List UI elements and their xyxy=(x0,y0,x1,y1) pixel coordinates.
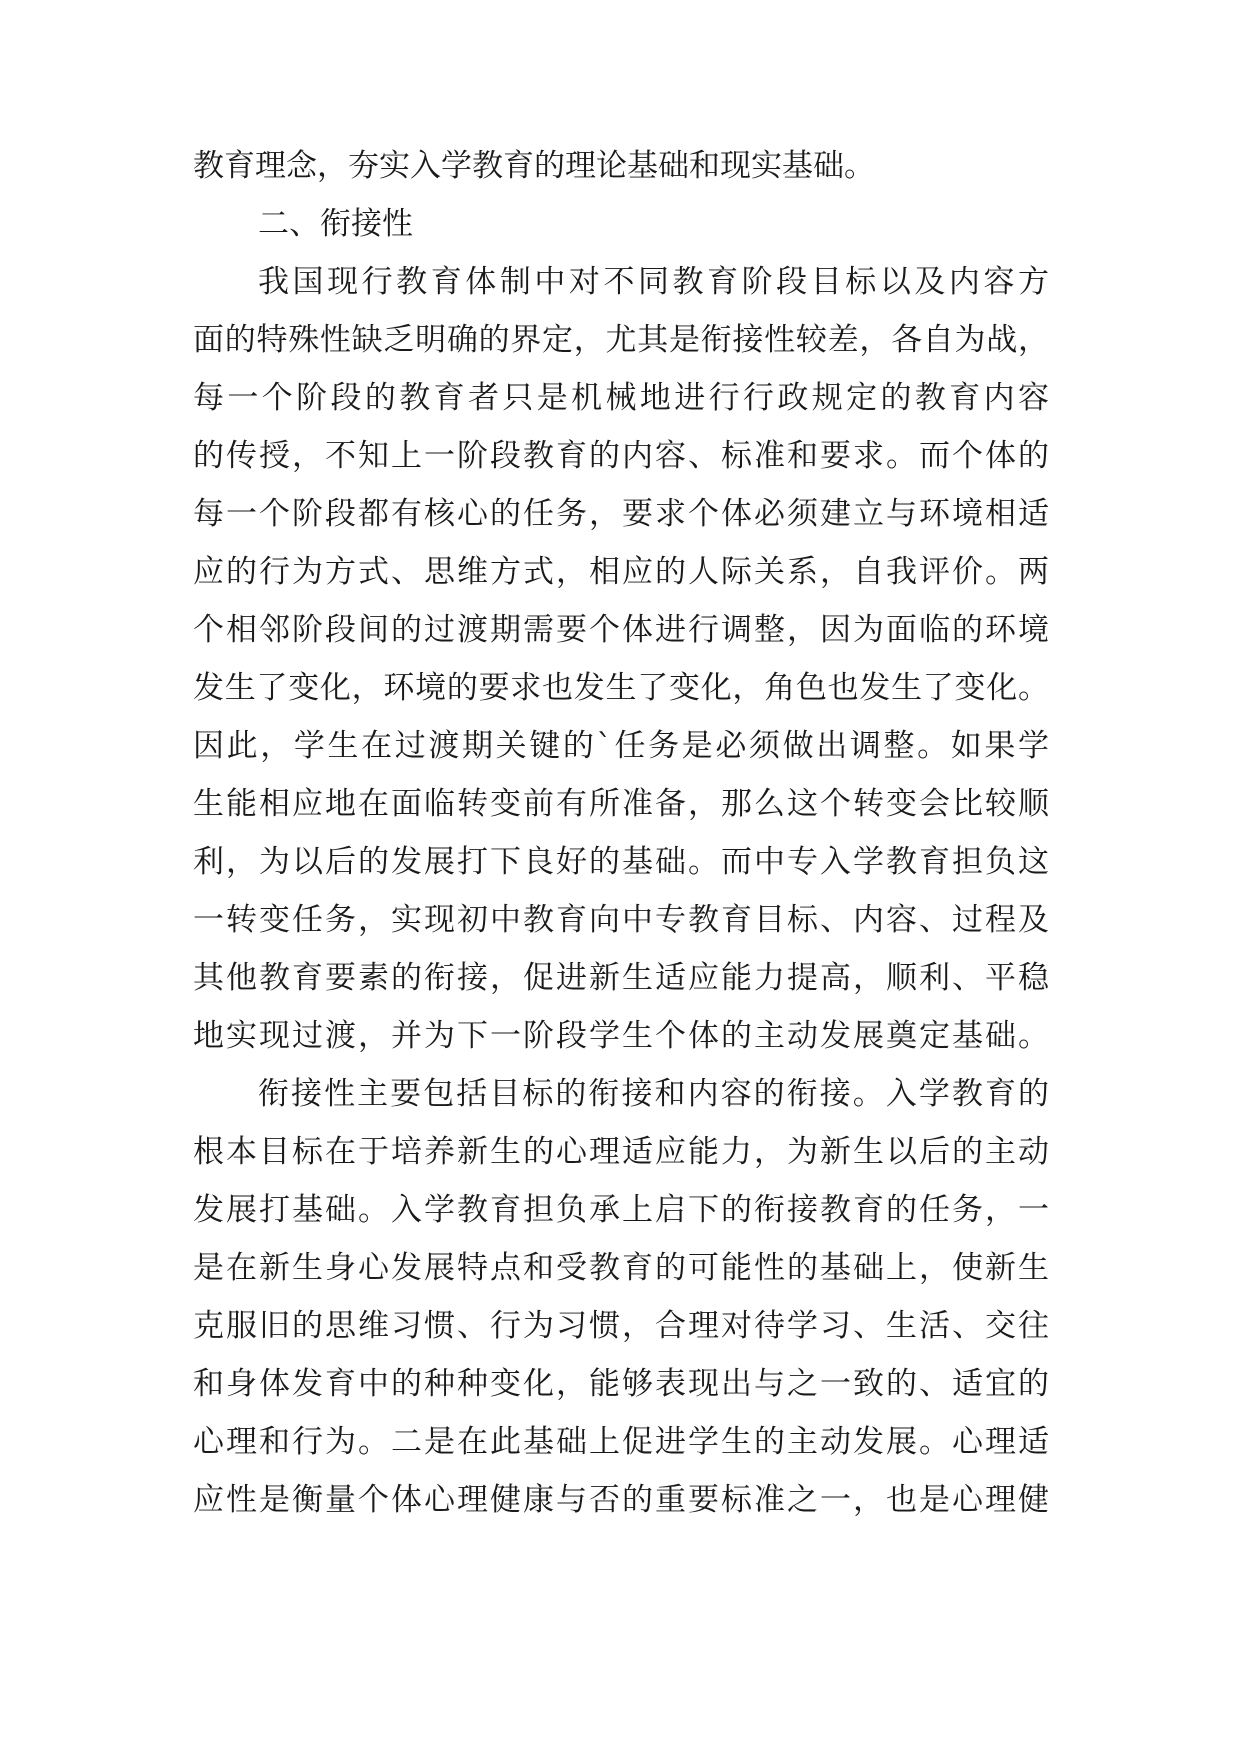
paragraph-line: 衔接性主要包括目标的衔接和内容的衔接。入学教育的 xyxy=(258,1076,1049,1112)
paragraph-line: 发展打基础。入学教育担负承上启下的衔接教育的任务，一 xyxy=(193,1192,1049,1228)
paragraph-line: 每一个阶段的教育者只是机械地进行行政规定的教育内容 xyxy=(193,380,1049,416)
section-heading: 二、衔接性 xyxy=(258,206,413,242)
paragraph-line: 一转变任务，实现初中教育向中专教育目标、内容、过程及 xyxy=(193,902,1049,938)
paragraph-line: 面的特殊性缺乏明确的界定，尤其是衔接性较差，各自为战， xyxy=(193,322,1049,358)
paragraph-line: 个相邻阶段间的过渡期需要个体进行调整，因为面临的环境 xyxy=(193,612,1049,648)
paragraph-line: 和身体发育中的种种变化，能够表现出与之一致的、适宜的 xyxy=(193,1366,1049,1402)
paragraph-line: 心理和行为。二是在此基础上促进学生的主动发展。心理适 xyxy=(193,1424,1049,1460)
continuation-line: 教育理念，夯实入学教育的理论基础和现实基础。 xyxy=(193,148,875,184)
paragraph-line: 是在新生身心发展特点和受教育的可能性的基础上，使新生 xyxy=(193,1250,1049,1286)
paragraph-line: 发生了变化，环境的要求也发生了变化，角色也发生了变化。 xyxy=(193,670,1049,706)
paragraph-line: 应性是衡量个体心理健康与否的重要标准之一，也是心理健 xyxy=(193,1482,1049,1518)
paragraph-line: 地实现过渡，并为下一阶段学生个体的主动发展奠定基础。 xyxy=(193,1018,1049,1054)
paragraph-line: 根本目标在于培养新生的心理适应能力，为新生以后的主动 xyxy=(193,1134,1049,1170)
paragraph-line: 利，为以后的发展打下良好的基础。而中专入学教育担负这 xyxy=(193,844,1049,880)
paragraph-line: 每一个阶段都有核心的任务，要求个体必须建立与环境相适 xyxy=(193,496,1049,532)
paragraph-line: 我国现行教育体制中对不同教育阶段目标以及内容方 xyxy=(258,264,1049,300)
paragraph-line: 克服旧的思维习惯、行为习惯，合理对待学习、生活、交往 xyxy=(193,1308,1049,1344)
paragraph-line: 生能相应地在面临转变前有所准备，那么这个转变会比较顺 xyxy=(193,786,1049,822)
paragraph-line: 的传授，不知上一阶段教育的内容、标准和要求。而个体的 xyxy=(193,438,1049,474)
paragraph-line: 其他教育要素的衔接，促进新生适应能力提高，顺利、平稳 xyxy=(193,960,1049,996)
paragraph-line: 应的行为方式、思维方式，相应的人际关系，自我评价。两 xyxy=(193,554,1049,590)
paragraph-line: 因此，学生在过渡期关键的`任务是必须做出调整。如果学 xyxy=(193,728,1049,764)
